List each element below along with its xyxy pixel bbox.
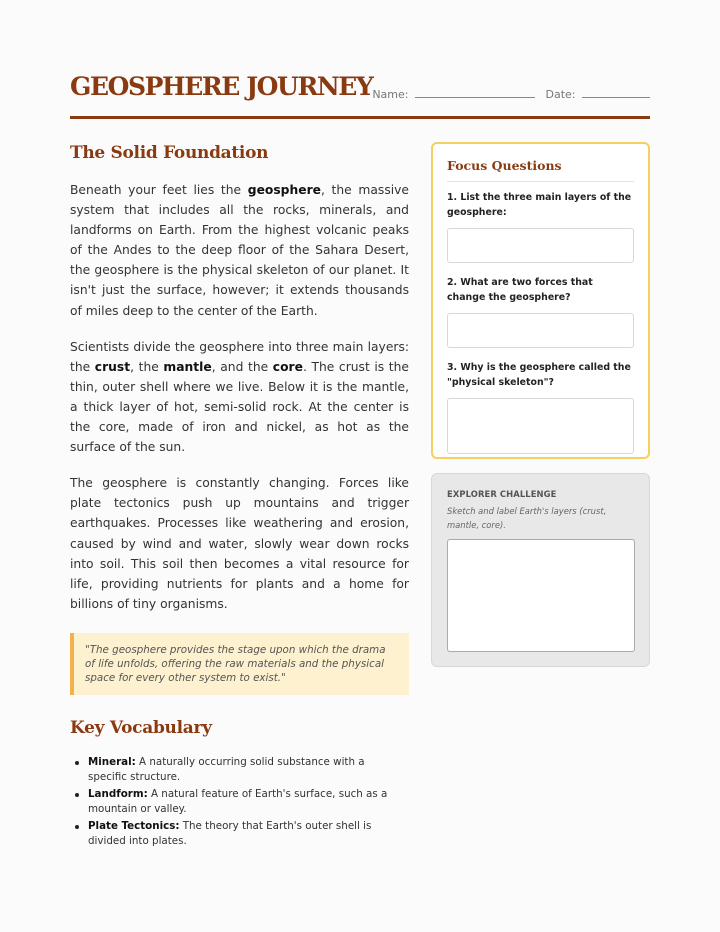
worksheet-header bbox=[70, 70, 650, 120]
question-1: 1. List the three main layers of the geosphere: bbox=[447, 192, 632, 218]
main-content bbox=[70, 143, 409, 851]
answer-box-2[interactable] bbox=[447, 313, 634, 348]
sketch-area[interactable] bbox=[447, 539, 635, 652]
date-line[interactable] bbox=[582, 88, 650, 98]
section-heading-foundation: The Solid Foundation bbox=[70, 143, 269, 163]
list-item bbox=[70, 787, 390, 815]
challenge-title: EXPLORER CHALLENGE bbox=[447, 489, 557, 499]
section-heading-vocabulary: Key Vocabulary bbox=[70, 718, 212, 739]
challenge-description: Sketch and label Earth's layers (crust, mantle, core). bbox=[447, 506, 607, 530]
worksheet-page bbox=[70, 0, 650, 932]
vocab-term: Landform: bbox=[88, 788, 148, 801]
vocabulary-list bbox=[70, 755, 409, 847]
explorer-challenge-panel bbox=[431, 473, 650, 667]
term-mantle: mantle bbox=[163, 359, 212, 374]
paragraph-intro bbox=[70, 180, 409, 321]
focus-questions-title: Focus Questions bbox=[447, 158, 634, 182]
header-divider bbox=[70, 116, 650, 119]
term-geosphere: geosphere bbox=[247, 183, 321, 197]
text-run: , and the bbox=[211, 359, 273, 374]
page-title: GEOSPHERE JOURNEY bbox=[70, 72, 373, 101]
list-item bbox=[70, 755, 390, 783]
paragraph-changes: The geosphere is constantly changing. Forces like plate tectonics push up mountains and trigger earthquakes. Processes like weathering and erosion, caused by wind and water, slowly wear down rocks into soil. This soil then becomes a vital resource for life, providing nutrients for plants and a home for billions of tiny organisms. bbox=[70, 476, 409, 611]
focus-questions-panel bbox=[431, 142, 650, 459]
pull-quote: "The geosphere provides the stage upon which the drama of life unfolds, offering the raw materials and the physical space for every other system to exist." bbox=[70, 633, 409, 696]
vocab-term: Mineral: bbox=[88, 756, 136, 769]
question-2: 2. What are two forces that change the geosphere? bbox=[447, 277, 593, 303]
text-run: Scientists divide the geosphere into three main layers: the bbox=[70, 339, 409, 374]
text-run: , the massive system that includes all the rocks, minerals, and landforms on Earth. From the highest volcanic peaks of the Andes to the deep floor of the Sahara Desert, the geosphere is the physical skeleton of our planet. It isn't just the surface, however; it extends thousands of miles deep to the center of the Earth. bbox=[70, 183, 409, 318]
vocab-term: Plate Tectonics: bbox=[88, 820, 180, 833]
vocab-definition: A naturally occurring solid substance with a specific structure. bbox=[88, 756, 365, 783]
answer-box-3[interactable] bbox=[447, 398, 634, 454]
vocab-definition: The theory that Earth's outer shell is divided into plates. bbox=[88, 820, 372, 847]
answer-box-1[interactable] bbox=[447, 228, 634, 263]
list-item bbox=[70, 819, 390, 847]
vocab-definition: A natural feature of Earth's surface, such as a mountain or valley. bbox=[88, 788, 388, 815]
question-3: 3. Why is the geosphere called the "physical skeleton"? bbox=[447, 362, 631, 388]
text-run: . The crust is the thin, outer shell where we live. Below it is the mantle, a thick layer of hot, semi-solid rock. At the center is the core, made of iron and nickel, as hot as the surface of the sun. bbox=[70, 359, 409, 455]
name-line[interactable] bbox=[415, 88, 535, 98]
date-label: Date: bbox=[545, 88, 576, 101]
paragraph-layers bbox=[70, 337, 409, 458]
text-run: , the bbox=[130, 359, 164, 374]
student-info bbox=[372, 88, 650, 101]
name-label: Name: bbox=[372, 88, 409, 101]
term-crust: crust bbox=[94, 359, 131, 374]
term-core: core bbox=[272, 359, 303, 374]
text-run: Beneath your feet lies the bbox=[70, 183, 248, 197]
